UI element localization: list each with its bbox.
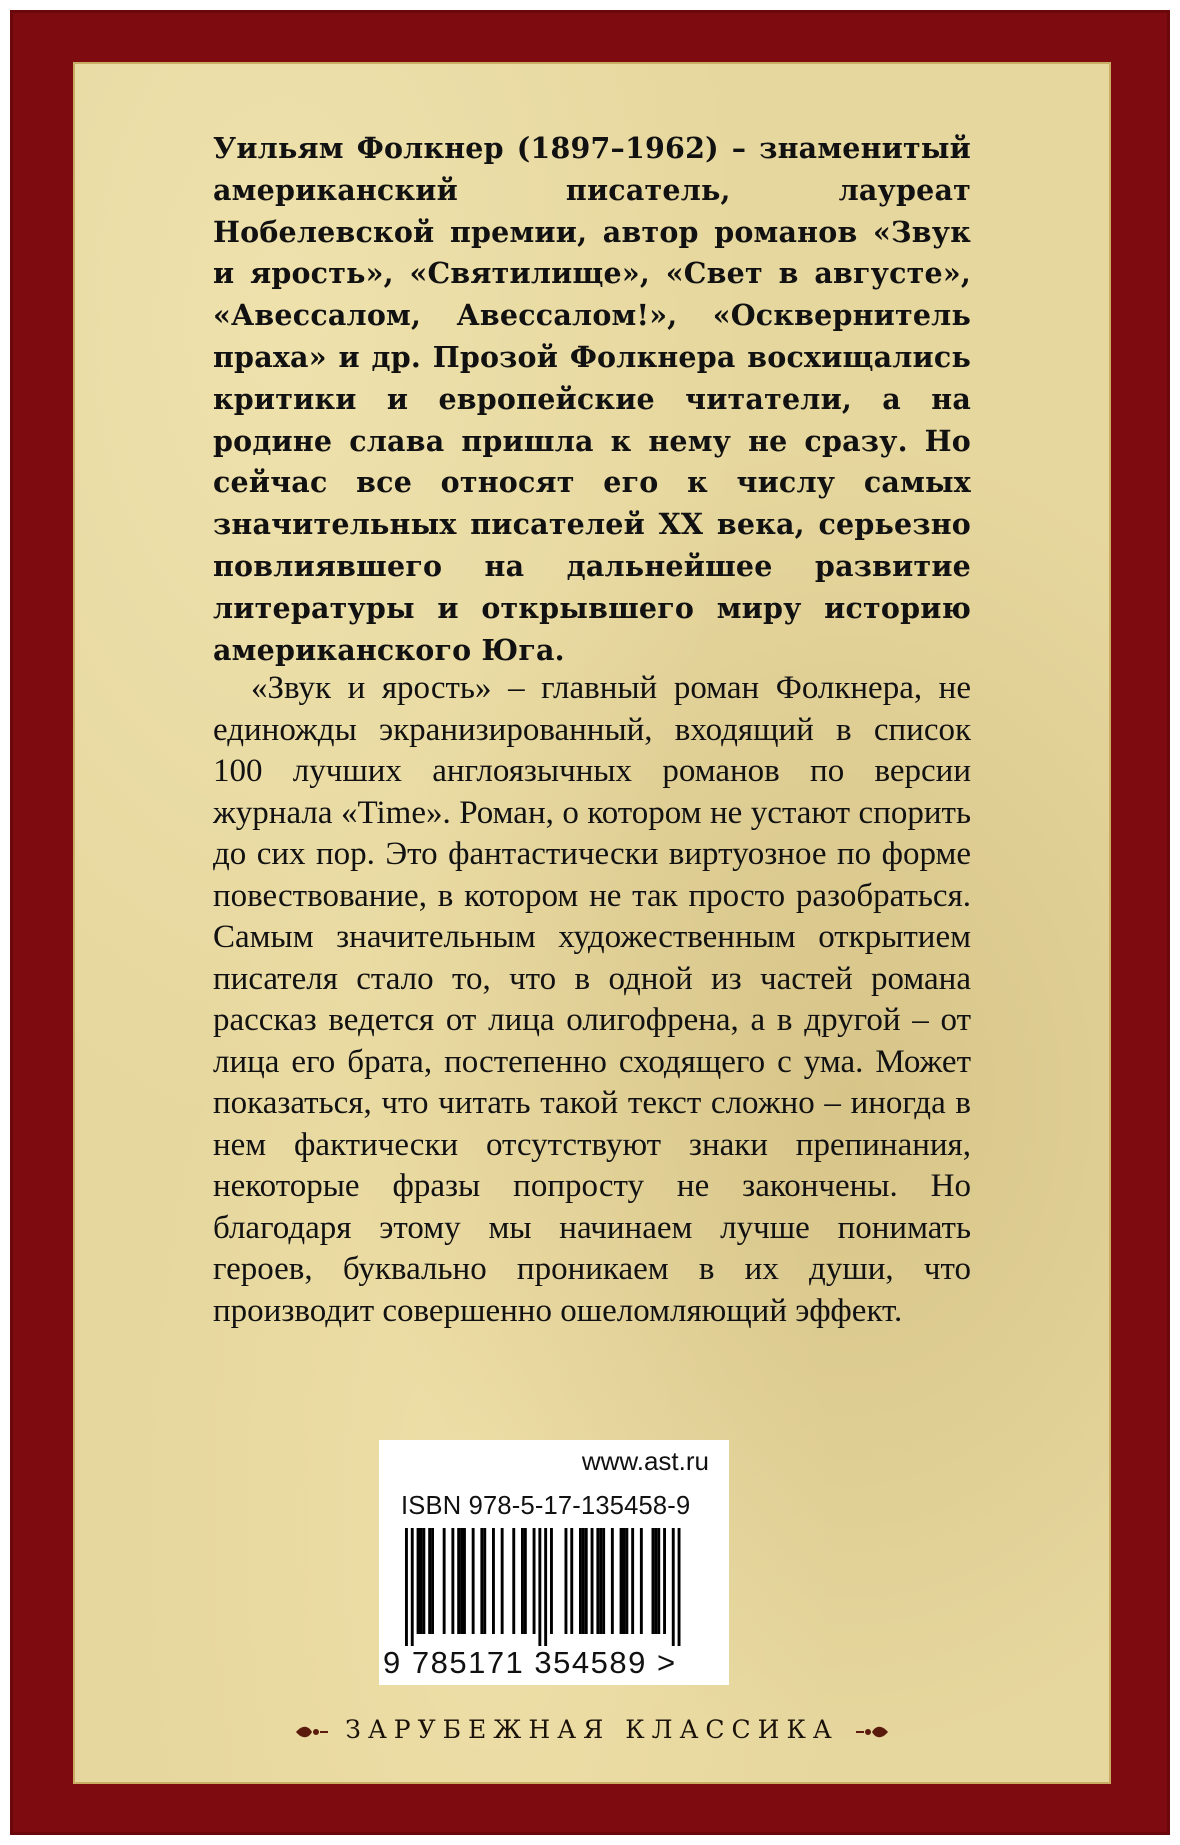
barcode-bar	[533, 1528, 536, 1634]
publisher-url: www.ast.ru	[581, 1446, 709, 1476]
barcode-bar	[544, 1528, 547, 1646]
barcode-bar	[451, 1528, 454, 1634]
barcode-block	[379, 1440, 729, 1685]
ean-digits: 9 785171 354589 >	[383, 1645, 677, 1680]
barcode-bar	[663, 1528, 666, 1634]
barcode-bar	[501, 1528, 504, 1634]
barcode-bar	[631, 1528, 634, 1634]
barcode-bar	[640, 1528, 643, 1634]
barcode-bar	[602, 1528, 605, 1634]
barcode-bar	[620, 1528, 623, 1634]
barcode-bar	[521, 1528, 524, 1634]
barcode-bar	[512, 1528, 515, 1634]
barcode-bar	[483, 1528, 486, 1634]
barcode-bar	[654, 1528, 657, 1634]
series-title	[213, 1715, 971, 1744]
barcode-bar	[431, 1528, 434, 1634]
floral-ornament-icon	[854, 1721, 890, 1743]
barcode-bar	[672, 1528, 675, 1646]
barcode-bar	[422, 1528, 425, 1634]
barcode-bar	[480, 1528, 483, 1634]
barcode-bar	[411, 1528, 414, 1646]
barcode-bar	[420, 1528, 423, 1634]
barcode-bar	[599, 1528, 602, 1634]
barcode-bar	[579, 1528, 582, 1634]
barcode-bar	[457, 1528, 460, 1634]
barcode-bar	[591, 1528, 594, 1634]
author-blurb: Уильям Фолкнер (1897–1962) – знаменитый американский писатель, лауреат Нобелевской премии, автор романов «Звук и ярость», «Святилище», «Свет в августе», «Авессалом, Авессалом!», «Осквернитель праха» и др. Прозой Фолкнера восхищались критики и европейские читатели, а на родине слава пришла к нему не сразу. Но сейчас все относят его к числу самых значительных писателей XX века, серьезно повлиявшего на дальнейшее развитие литературы и открывшего миру историю американского Юга.	[213, 131, 971, 667]
barcode-bar	[570, 1528, 573, 1634]
barcode-bar	[472, 1528, 475, 1634]
barcode-bar	[565, 1528, 568, 1634]
barcode-bar	[460, 1528, 463, 1634]
barcode-bar	[463, 1528, 466, 1634]
barcode-bar	[623, 1528, 626, 1634]
isbn-label: ISBN 978-5-17-135458-9	[401, 1492, 691, 1520]
series-name: ЗАРУБЕЖНАЯ КЛАССИКА	[345, 1715, 839, 1744]
novel-blurb: «Звук и ярость» – главный роман Фолкнера, не единожды экранизированный, входящий в список 100 лучших англоязычных романов по версии журнала «Time». Роман, о котором не устают спорить до сих пор. Это фантастически виртуозное по форме повествование, в котором не так просто разобраться. Самым значительным художественным открытием писателя стало то, что в одной из частей романа рассказ ведется от лица олигофрена, а в другой – от лица его брата, постепенно сходящего с ума. Может показаться, что читать такой текст сложно – иногда в нем фактически отсутствуют знаки препинания, некоторые фразы попросту не закончены. Но благодаря этому мы начинаем лучше понимать героев, буквально проникаем в их души, что производит совершенно ошеломляющий эффект.	[213, 670, 971, 1329]
barcode-bar	[611, 1528, 614, 1634]
barcode-bar	[538, 1528, 541, 1646]
floral-ornament-icon	[294, 1721, 330, 1743]
barcode-bar	[585, 1528, 588, 1634]
barcode-bar	[417, 1528, 420, 1634]
barcode-bars	[405, 1528, 691, 1646]
barcode-bar	[492, 1528, 495, 1634]
barcode-bar	[428, 1528, 431, 1634]
barcode-bar	[550, 1528, 553, 1634]
barcode-bar	[582, 1528, 585, 1634]
barcode-bar	[678, 1528, 681, 1646]
barcode-bar	[405, 1528, 408, 1646]
barcode-bar	[657, 1528, 660, 1634]
barcode-bar	[443, 1528, 446, 1634]
barcode-bar	[524, 1528, 527, 1634]
barcode-bar	[652, 1528, 655, 1634]
barcode-bar	[596, 1528, 599, 1634]
barcode-bar	[625, 1528, 628, 1634]
